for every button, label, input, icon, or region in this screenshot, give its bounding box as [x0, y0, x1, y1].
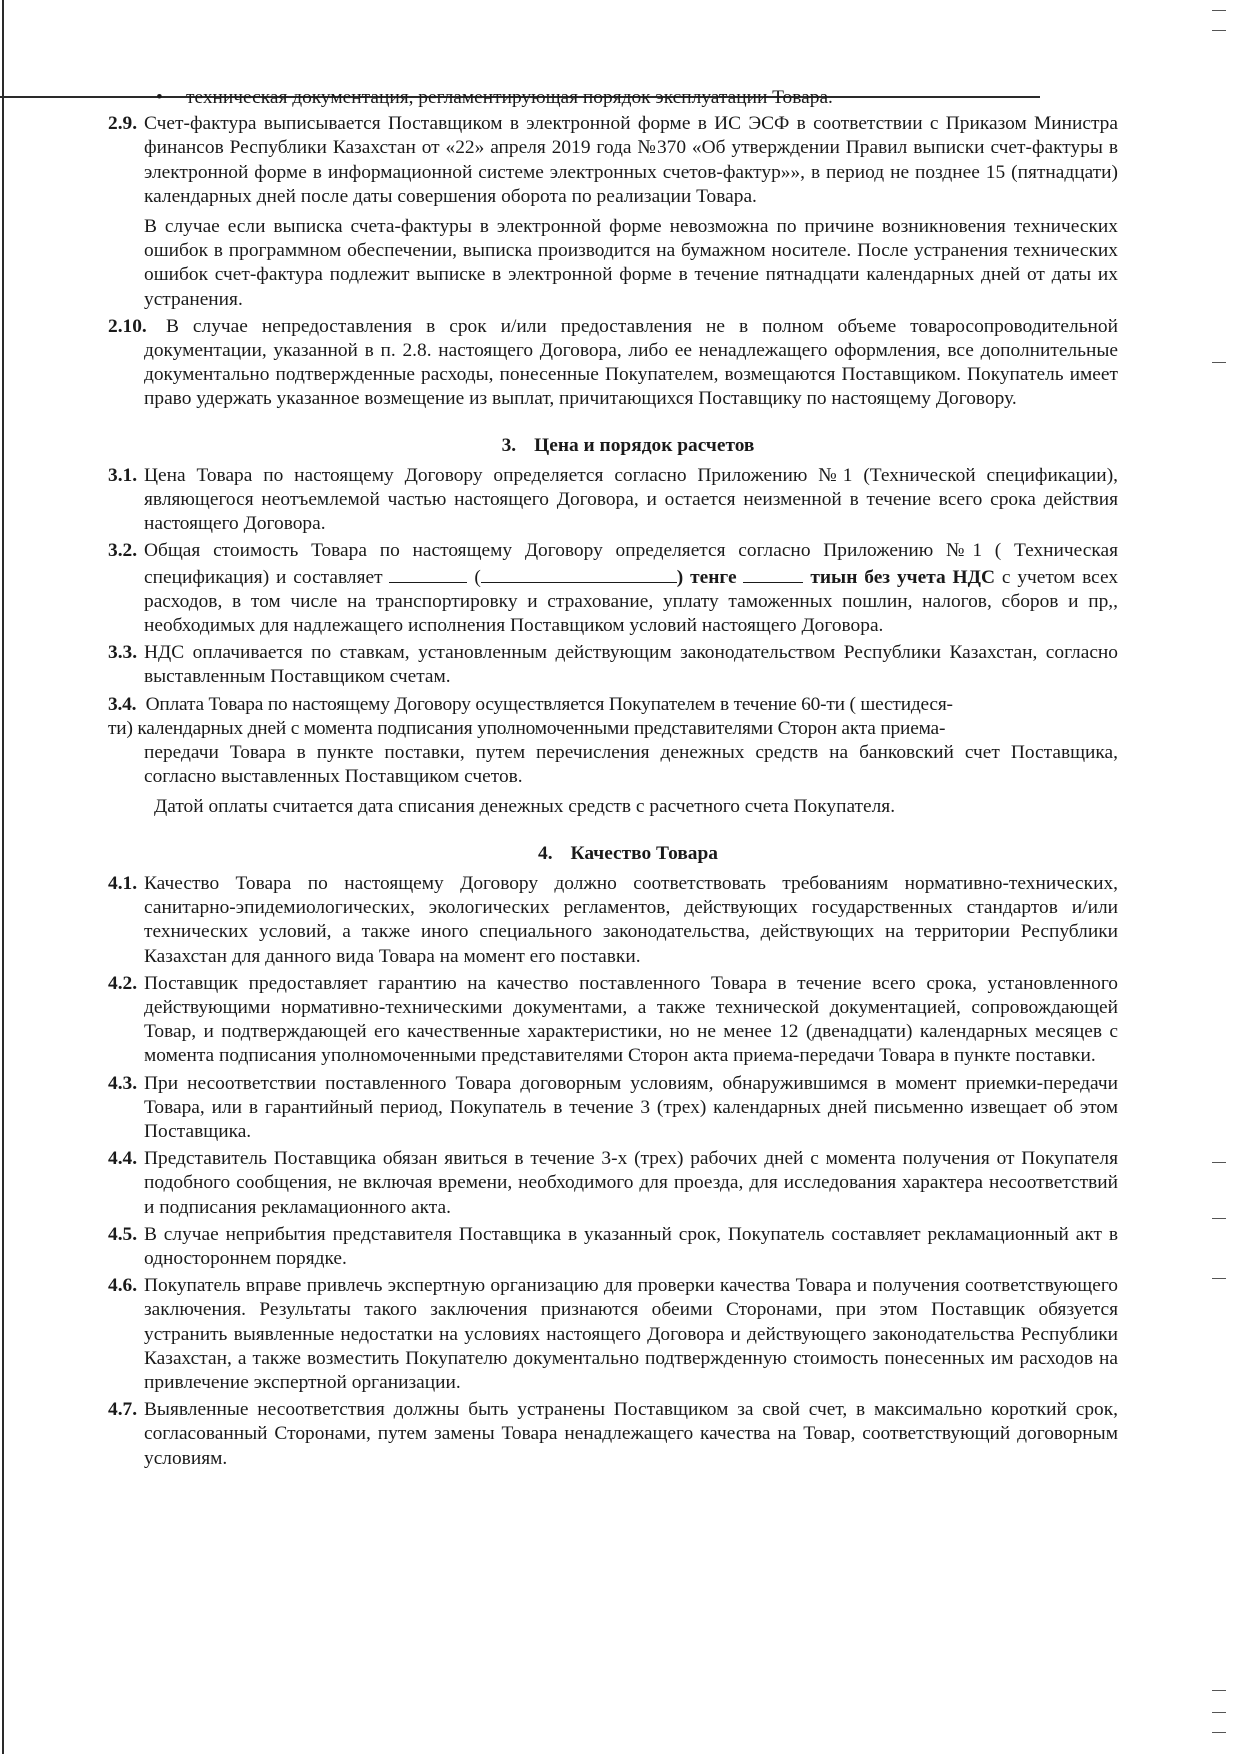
clause-body	[144, 315, 1118, 412]
clause-line-lead: ти)	[108, 717, 133, 739]
clause-note: Датой оплаты считается дата списания денежных средств с расчетного счета Покупателя.	[154, 796, 896, 818]
scan-edge-mark	[1212, 1690, 1226, 1691]
clause-paragraph: НДС оплачивается по ставкам, установленным действующим законодательством Республики Казахстан, согласно выставленным Поставщиком счетам.	[144, 642, 1118, 688]
clause-number: 2.9.	[108, 113, 138, 135]
clause-3-3	[108, 641, 1118, 689]
clause-body	[144, 1398, 1118, 1471]
clause-4-4	[108, 1147, 1118, 1220]
clause-3-1	[108, 464, 1118, 537]
clause-paragraph: При несоответствии поставленного Товара договорным условиям, обнаружившимся в момент приемки-передачи Товара, или в гарантийный период, Покупатель в течение 3 (трех) календарных дней письменно извещает об этом Поставщика.	[144, 1072, 1118, 1142]
clause-line-text: Оплата Товара по настоящему Договору осуществляется Покупателем в течение 60-ти ( шестидеся-	[145, 693, 953, 715]
clause-3-2	[108, 539, 1118, 638]
clause-paragraph: В случае непредоставления в срок и/или предоставления не в полном объеме товаросопроводительной документации, указанной в п. 2.8. настоящего Договора, либо ее ненадлежащего оформления, все дополнительные документально подтвержденные расходы, понесенные Покупателем, возмещаются Поставщиком. Покупатель имеет право удержать указанное возмещение из выплат, причитающихся Поставщику по настоящему Договору.	[144, 315, 1118, 410]
clause-number: 2.10.	[108, 315, 147, 337]
scan-edge-mark	[1212, 1278, 1226, 1279]
clause-4-1	[108, 872, 1118, 969]
section-number: 4.	[538, 842, 553, 864]
price-words-blank	[481, 564, 677, 583]
clause-number: 4.3.	[108, 1072, 138, 1094]
clause-4-7	[108, 1398, 1118, 1471]
clause-body	[144, 1274, 1118, 1395]
clause-body	[144, 872, 1118, 969]
clause-body	[144, 1147, 1118, 1220]
clause-body	[144, 464, 1118, 537]
scan-edge-mark	[1212, 1732, 1226, 1733]
section-heading	[108, 434, 1118, 458]
clause-number: 4.2.	[108, 972, 138, 994]
clause-body	[144, 1223, 1118, 1271]
clause-number: 3.3.	[108, 642, 138, 664]
clause-body	[144, 112, 1118, 312]
clause-paragraph: Выявленные несоответствия должны быть устранены Поставщиком за свой счет, в максимально короткий срок, согласованный Сторонами, путем замены Товара ненадлежащего качества на Товар, соответствующий договорным условиям.	[144, 1399, 1118, 1469]
bullet-item	[108, 86, 1118, 110]
scan-edge-mark	[1212, 10, 1226, 11]
clause-3-4	[108, 693, 1118, 820]
bullet-text: техническая документация, регламентирующая порядок эксплуатации Товара.	[186, 87, 833, 108]
clause-paragraph	[144, 539, 1118, 638]
clause-paragraph: Покупатель вправе привлечь экспертную организацию для проверки качества Товара и получения соответствующего заключения. Результаты такого заключения признаются обеими Сторонами, при этом Поставщик обязуется устранить выявленные недостатки на условиях настоящего Договора и действующего законодательства Республики Казахстан, а также возместить Покупателю документально подтвержденную стоимость понесенных им расходов на привлечение экспертной организации.	[144, 1275, 1118, 1393]
price-currency: ) тенге	[676, 566, 744, 588]
clause-paragraph: В случае неприбытия представителя Поставщика в указанный срок, Покупатель составляет рекламационный акт в одностороннем порядке.	[144, 1223, 1118, 1269]
clause-paragraph: Счет-фактура выписывается Поставщиком в электронной форме в ИС ЭСФ в соответствии с Приказом Министра финансов Республики Казахстан от «22» апреля 2019 года №370 «Об утверждении Правил выписки счет-фактуры в электронной форме в информационной системе электронных счетов-фактур»», в период не позднее 15 (пятнадцати) календарных дней после даты совершения оборота по реализации Товара.	[144, 113, 1118, 207]
clause-4-3	[108, 1072, 1118, 1145]
clause-body	[144, 641, 1118, 689]
price-paren-open: (	[467, 566, 481, 588]
clause-number: 4.1.	[108, 872, 138, 894]
clause-paragraph: В случае если выписка счета-фактуры в электронной форме невозможна по причине возникновения технических ошибок в программном обеспечении, выписка производится на бумажном носителе. После устранения технических ошибок счет-фактура подлежит выписке в электронной форме в течение пятнадцати календарных дней от даты их устранения.	[144, 216, 1118, 310]
section-title: Цена и порядок расчетов	[534, 434, 755, 456]
clause-number: 4.6.	[108, 1275, 138, 1297]
price-tiyn-blank	[743, 564, 803, 583]
clause-body	[144, 972, 1118, 1069]
clause-number: 4.7.	[108, 1399, 138, 1421]
price-vat-note: тиын без учета НДС	[803, 566, 995, 588]
contract-page	[108, 86, 1118, 1474]
clause-4-2	[108, 972, 1118, 1069]
clause-line	[108, 717, 1118, 741]
clause-body	[144, 539, 1118, 638]
clause-paragraph: Цена Товара по настоящему Договору определяется согласно Приложению №1 (Технической спецификации), являющегося неотъемлемой частью настоящего Договора, и остается неизменной в течение всего срока действия настоящего Договора.	[144, 464, 1118, 535]
clause-2-9	[108, 112, 1118, 312]
clause-number: 4.4.	[108, 1148, 138, 1170]
clause-number: 4.5.	[108, 1223, 138, 1245]
clause-4-6	[108, 1274, 1118, 1395]
scan-edge-mark	[1212, 1712, 1226, 1713]
section-heading	[108, 842, 1118, 866]
scan-frame-left-edge	[2, 0, 4, 1754]
scan-edge-mark	[1212, 1162, 1226, 1163]
scan-edge-mark	[1212, 1218, 1226, 1219]
clause-paragraph: Представитель Поставщика обязан явиться в течение 3-х (трех) рабочих дней с момента получения от Покупателя подобного сообщения, не включая времени, необходимого для проезда, для исследования характера несоответствий и подписания рекламационного акта.	[144, 1148, 1118, 1218]
clause-paragraph: передачи Товара в пункте поставки, путем перечисления денежных средств на банковский счет Поставщика, согласно выставленных Поставщиком счетов.	[144, 742, 1118, 788]
scan-edge-mark	[1212, 30, 1226, 31]
clause-paragraph: Поставщик предоставляет гарантию на качество поставленного Товара в течение всего срока, установленного действующими нормативно-техническими документами, а также технической документацией, сопровождающей Товар, и подтверждающей его качественные характеристики, но не менее 12 (двенадцати) календарных месяцев с момента подписания уполномоченными представителями Сторон акта приема-передачи Товара в пункте поставки.	[144, 972, 1118, 1067]
bullet-dot-icon: •	[156, 87, 163, 108]
section-number: 3.	[501, 434, 517, 456]
clause-paragraph: Качество Товара по настоящему Договору должно соответствовать требованиям нормативно-технических, санитарно-эпидемиологических, экологических регламентов, действующих государственных стандартов и/или технических условий, а также иного специального законодательства, действующих на территории Республики Казахстан для данного вида Товара на момент его поставки.	[144, 872, 1118, 967]
clause-number: 3.2.	[108, 540, 138, 562]
clause-number: 3.1.	[108, 464, 138, 486]
price-text-tail: с учетом всех расходов, в том числе на транспортировку и страхование, уплату таможенных пошлин, налогов, сборов и пр,, необходимых для надлежащего исполнения Поставщиком условий настоящего Договора.	[144, 566, 1119, 637]
clause-body	[144, 1072, 1118, 1145]
clause-4-5	[108, 1223, 1118, 1271]
scan-edge-mark	[1212, 362, 1226, 363]
clause-line	[108, 693, 1118, 717]
clause-number: 3.4.	[108, 693, 137, 715]
clause-line-text: календарных дней с момента подписания уполномоченными представителями Сторон акта приема-	[132, 717, 946, 739]
price-text-lead: Общая стоимость Товара по настоящему Договору определяется согласно Приложению №1 ( Техническая спецификация) и составляет	[144, 540, 1118, 588]
section-title: Качество Товара	[570, 842, 718, 864]
clause-2-10	[108, 315, 1118, 412]
price-amount-blank	[389, 564, 467, 583]
